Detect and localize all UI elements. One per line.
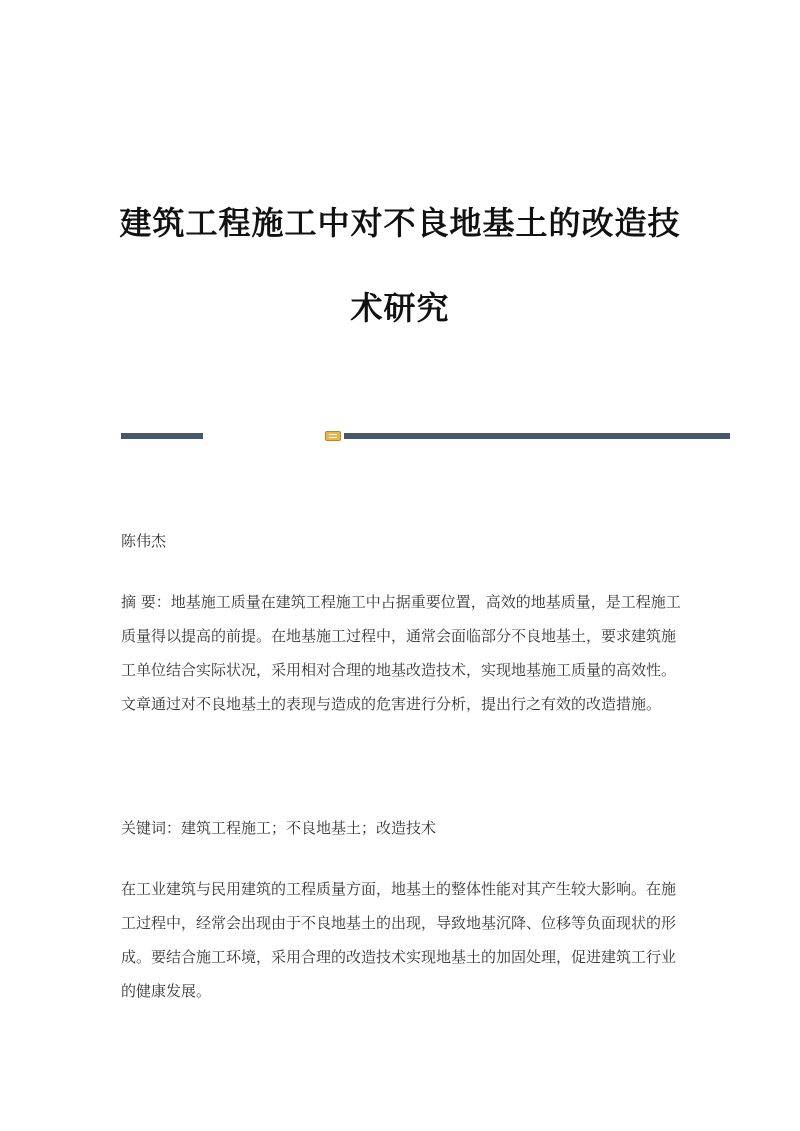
abstract-paragraph: 摘 要：地基施工质量在建筑工程施工中占据重要位置，高效的地基质量，是工程施工质量得以提高的前提。在地基施工过程中，通常会面临部分不良地基土，要求建筑施工单位结合实际状况，采用相对合理的地基改造技术，实现地基施工质量的高效性。文章通过对不良地基土的表现与造成的危害进行分析，提出行之有效的改造措施。 [121,593,681,713]
divider-bar-right [344,433,730,439]
author-name: 陈伟杰 [121,532,167,550]
paper-title-line-2: 术研究 [350,289,450,327]
title-divider [121,432,730,440]
body-paragraph-1: 在工业建筑与民用建筑的工程质量方面，地基土的整体性能对其产生较大影响。在施工过程中，经常会出现由于不良地基土的出现，导致地基沉降、位移等负面现状的形成。要结合施工环境，采用合理的改造技术实现地基土的加固处理，促进建筑工行业的健康发展。 [121,880,677,1000]
keywords-line: 关键词：建筑工程施工；不良地基土；改造技术 [121,819,437,837]
envelope-icon [325,431,341,441]
divider-bar-left [121,433,203,439]
paper-title-line-1: 建筑工程施工中对不良地基土的改造技 [119,204,681,242]
